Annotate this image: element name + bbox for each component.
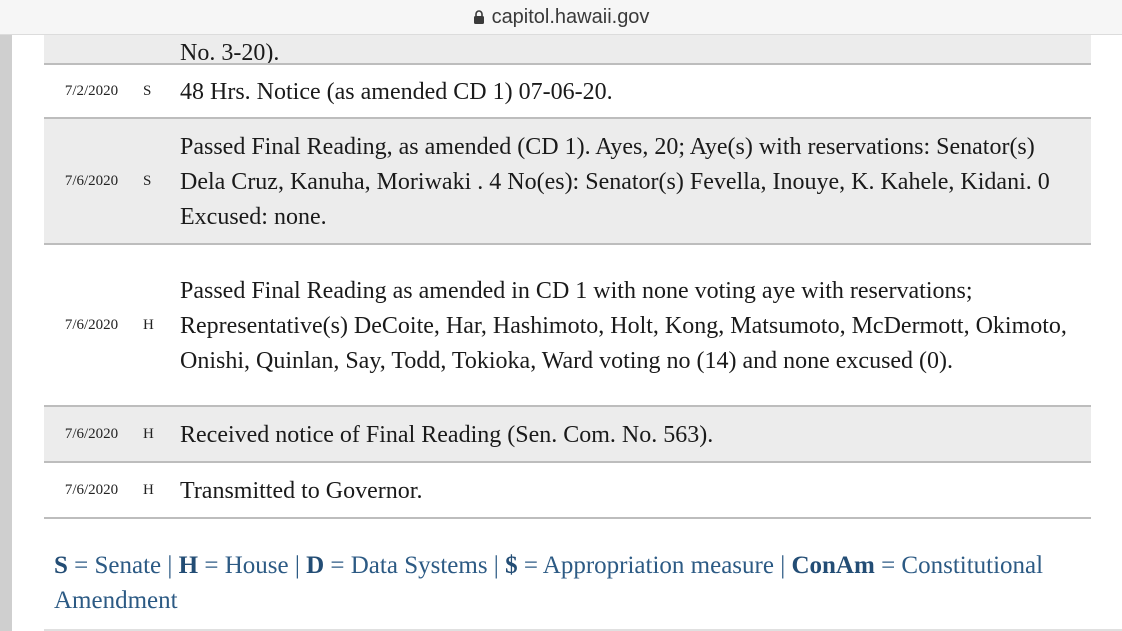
table-row: [44, 462, 1091, 518]
table-row: [44, 406, 1091, 462]
row-status-text: Passed Final Reading, as amended (CD 1). Ayes, 20; Aye(s) with reservations: Senator(s) Dela Cruz, Kanuha, Moriwaki . 4 No(es): Senator(s) Fevella, Inouye, K. Kahele, Kidani. 0 Excused: none.: [180, 133, 1050, 230]
legend-key-conam: ConAm: [791, 552, 875, 579]
row-date: 7/6/2020: [64, 425, 119, 442]
row-status-text: Passed Final Reading as amended in CD 1 with none voting aye with reservations; Representative(s) DeCoite, Har, Hashimoto, Holt, Kong, Matsumoto, McDermott, Okimoto, Onishi, Quinlan, Say, Todd, Tokioka, Ward voting no (14) and none excused (0).: [180, 277, 1067, 374]
address-bar[interactable]: [0, 0, 1122, 35]
row-status-text: 48 Hrs. Notice (as amended CD 1) 07-06-20.: [180, 78, 613, 105]
table-row: [44, 35, 1091, 64]
row-date: [44, 35, 139, 64]
row-chamber: H: [143, 425, 154, 442]
row-date: 7/2/2020: [64, 82, 119, 99]
row-date: 7/6/2020: [64, 481, 119, 498]
row-chamber: H: [143, 481, 154, 498]
lock-icon: [473, 10, 485, 25]
legend-value-conam: = Constitutional Amendment: [54, 552, 1044, 614]
legend-value-senate: = Senate |: [74, 552, 173, 579]
bill-status-table: [44, 35, 1091, 519]
chamber-legend: [54, 548, 1084, 618]
row-chamber: S: [143, 172, 152, 189]
legend-key-senate: S: [54, 552, 68, 579]
legend-value-house: = House |: [204, 552, 300, 579]
table-row: [44, 244, 1091, 406]
row-status-text-clipped: No. 3-20).: [180, 40, 280, 64]
legend-value-data-systems: = Data Systems |: [330, 552, 499, 579]
table-row: [44, 118, 1091, 244]
url-text: capitol.hawaii.gov: [491, 5, 650, 28]
row-status-text: Received notice of Final Reading (Sen. Com. No. 563).: [180, 421, 714, 448]
legend-key-appropriation: $: [505, 552, 518, 579]
scroll-rail: [0, 35, 12, 631]
legend-key-data-systems: D: [306, 552, 325, 579]
row-date: 7/6/2020: [64, 172, 119, 189]
legend-key-house: H: [178, 552, 199, 579]
table-row: [44, 64, 1091, 118]
row-chamber: [139, 35, 180, 64]
row-status-text: [180, 35, 1091, 64]
row-date: 7/6/2020: [64, 316, 119, 333]
row-status-text: Transmitted to Governor.: [180, 477, 423, 504]
row-chamber: H: [143, 316, 154, 333]
legend-value-appropriation: = Appropriation measure |: [523, 552, 786, 579]
row-chamber: S: [143, 82, 152, 99]
